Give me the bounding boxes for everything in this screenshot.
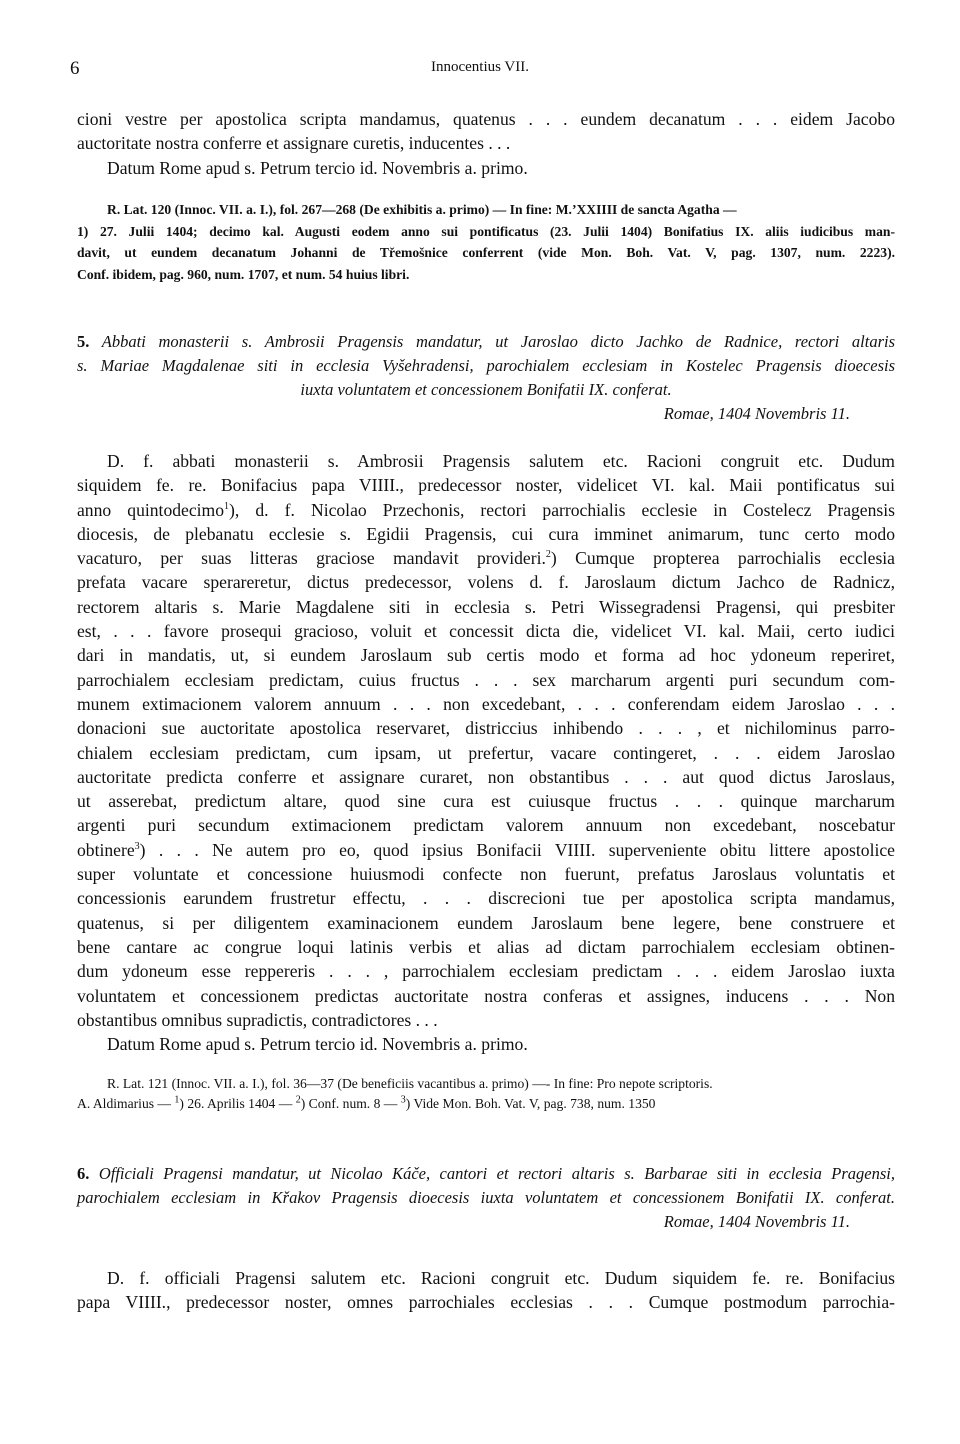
body-line: diocesis, de plebanatu ecclesie s. Egidii Pragensis, cui cura imminet animarum, tunc certo modo xyxy=(77,523,895,544)
body-line: est, . . . favore prosequi gracioso, voluit et concessit dicta die, videlicet VI. kal. Maii, certo iudici xyxy=(77,621,895,642)
note-line: davit, ut eundem decanatum Johanni de Třemošnice conferrent (vide Mon. Boh. Vat. V, pag. 1307, num. 2223). xyxy=(77,245,895,260)
body-line: super voluntate et concessione huiusmodi confecte non fuerunt, prefatus Jaroslaus voluntatis et xyxy=(77,864,895,885)
body-line: dari in mandatis, ut, si eundem Jaroslaum sub certis modo et forma ad hoc ydoneum reperiret, xyxy=(77,645,895,666)
heading-text: Abbati monasterii s. Ambrosii Pragensis mandatur, ut Jaroslao dicto Jachko de Radnice, rectori altaris xyxy=(101,332,896,351)
body-line: bene cantare ac congrue loqui latinis verbis et alias ad dictam parrochialem ecclesiam obtinen- xyxy=(77,936,895,957)
body-line: chialem ecclesiam predictam, cum ipsam, ut prefertur, vacare contingeret, . . . eidem Jaroslao xyxy=(77,742,895,763)
doc5-heading xyxy=(77,330,895,426)
doc6-heading xyxy=(77,1162,895,1234)
body-line: obstantibus omnibus supradictis, contradictores . . . xyxy=(77,1009,438,1030)
text-line: auctoritate nostra conferre et assignare curetis, inducentes . . . xyxy=(77,133,511,154)
body-line: donacioni sue auctoritate apostolica reservaret, districcius inhibendo . . . , et nichilominus parro- xyxy=(77,718,895,739)
body-line: concessionis earundem frustretur effectu, . . . discrecioni tue per apostolica scripta mandamus, xyxy=(77,888,895,909)
heading-line xyxy=(77,1162,895,1186)
datum-line: Datum Rome apud s. Petrum tercio id. Novembris a. primo. xyxy=(107,1034,528,1055)
body-line: obtinere$^3$) . . . Ne autem pro eo, quod ipsius Bonifacii VIIII. superveniente obitu littere apostolice xyxy=(77,839,895,860)
body-line: D. f. officiali Pragensi salutem etc. Racioni congruit etc. Dudum siquidem fe. re. Bonifacius xyxy=(107,1268,895,1288)
heading-line: parochialem ecclesiam in Křakov Pragensis dioecesis iuxta voluntatem et concessionem Bonifatii IX. conferat. xyxy=(77,1188,895,1207)
heading-line: iuxta voluntatem et concessionem Bonifatii IX. conferat. xyxy=(300,380,672,399)
continuation-text xyxy=(77,107,895,180)
body-line: dum ydoneum esse reppereris . . . , parrochialem ecclesiam predictam . . . eidem Jaroslao iuxta xyxy=(77,961,895,982)
datum-line: Datum Rome apud s. Petrum tercio id. Novembris a. primo. xyxy=(107,157,528,178)
body-line: papa VIIII., predecessor noster, omnes parrochiales ecclesias . . . Cumque postmodum parrochia- xyxy=(77,1292,895,1313)
doc5-number: 5. xyxy=(77,332,90,351)
doc6-date: Romae, 1404 Novembris 11. xyxy=(663,1212,850,1231)
body-line: siquidem fe. re. Bonifacius papa VIIII., predecessor noster, videlicet VI. kal. Maii pontificatus sui xyxy=(77,475,895,496)
body-line: D. f. abbati monasterii s. Ambrosii Pragensis salutem etc. Racioni congruit etc. Dudum xyxy=(107,451,895,471)
body-line: prefata vacare sperareretur, dictus predecessor, volens d. f. Jaroslaum dictum Jachco de Radnicz, xyxy=(77,572,895,593)
heading-line: s. Mariae Magdalenae siti in ecclesia Vyšehradensi, parochialem ecclesiam in Kostelec Pragensis dioecesis xyxy=(77,356,895,375)
doc6-body xyxy=(77,1266,895,1315)
doc5-body xyxy=(77,449,895,1056)
heading-text: Officiali Pragensi mandatur, ut Nicolao Káče, cantori et rectori altaris s. Barbarae siti in ecclesia Pragensi, xyxy=(98,1164,896,1183)
doc5-date: Romae, 1404 Novembris 11. xyxy=(663,404,850,423)
body-line: ut asserebat, predictum altare, quod sine cura est cuiusque fructus . . . quinque marcharum xyxy=(77,791,895,812)
body-line: rectorem altaris s. Marie Magdalene siti in ecclesia s. Petri Wissegradensi Pragensi, qui presbiter xyxy=(77,596,895,617)
body-line: argenti puri secundum extimacionem predictam valorem annuum non excedebant, noscebatur xyxy=(77,815,895,836)
body-line: voluntatem et concessionem predictas auctoritate nostra conferas et assignes, inducens . . . Non xyxy=(77,985,895,1006)
note-line: 1) 27. Julii 1404; decimo kal. Augusti eodem anno sui pontificatus (23. Julii 1404) Bonifatius IX. aliis iudicibus man- xyxy=(77,223,895,239)
source-note xyxy=(77,199,895,285)
body-line: quatenus, si per diligentem examinacionem eundem Jaroslaum bene legere, bene construere et xyxy=(77,912,895,933)
doc5-note xyxy=(77,1074,895,1114)
body-line: parrochialem ecclesiam predictam, cuius fructus . . . sex marcharum argenti puri secundum com- xyxy=(77,669,895,690)
body-line: munem extimacionem valorem annuum . . . non excedebant, . . . conferendam eidem Jaroslao . . . xyxy=(77,693,895,714)
body-line: auctoritate predicta conferre et assignare curaret, non obstantibus . . . aut quod dictus Jaroslaus, xyxy=(77,766,895,787)
page-number: 6 xyxy=(70,58,80,79)
note-line: A. Aldimarius — $^1$) 26. Aprilis 1404 — $^2$) Conf. num. 8 — $^3$) Vide Mon. Boh. Vat. V, pag. 738, num. 1350 xyxy=(77,1094,656,1111)
running-title: Innocentius VII. xyxy=(430,59,530,75)
note-line: R. Lat. 120 (Innoc. VII. a. I.), fol. 267—268 (De exhibitis a. primo) — In fine: M.’XXIIII de sancta Agatha — xyxy=(107,202,737,217)
body-line: anno quintodecimo$^1$), d. f. Nicolao Przechonis, rectori parrochialis ecclesie in Costelecz Pragensis xyxy=(77,499,895,520)
note-line: R. Lat. 121 (Innoc. VII. a. I.), fol. 36—37 (De beneficiis vacantibus a. primo) —- In fine: Pro nepote scriptoris. xyxy=(107,1076,713,1091)
note-line: Conf. ibidem, pag. 960, num. 1707, et num. 54 huius libri. xyxy=(77,266,410,282)
doc6-number: 6. xyxy=(77,1164,90,1183)
heading-line xyxy=(77,330,895,354)
body-line: vacaturo, per suas litteras graciose mandavit provideri.$^2$) Cumque propterea parrochialis ecclesia xyxy=(77,548,895,569)
text-line: cioni vestre per apostolica scripta mandamus, quatenus . . . eundem decanatum . . . eidem Jacobo xyxy=(77,109,895,129)
